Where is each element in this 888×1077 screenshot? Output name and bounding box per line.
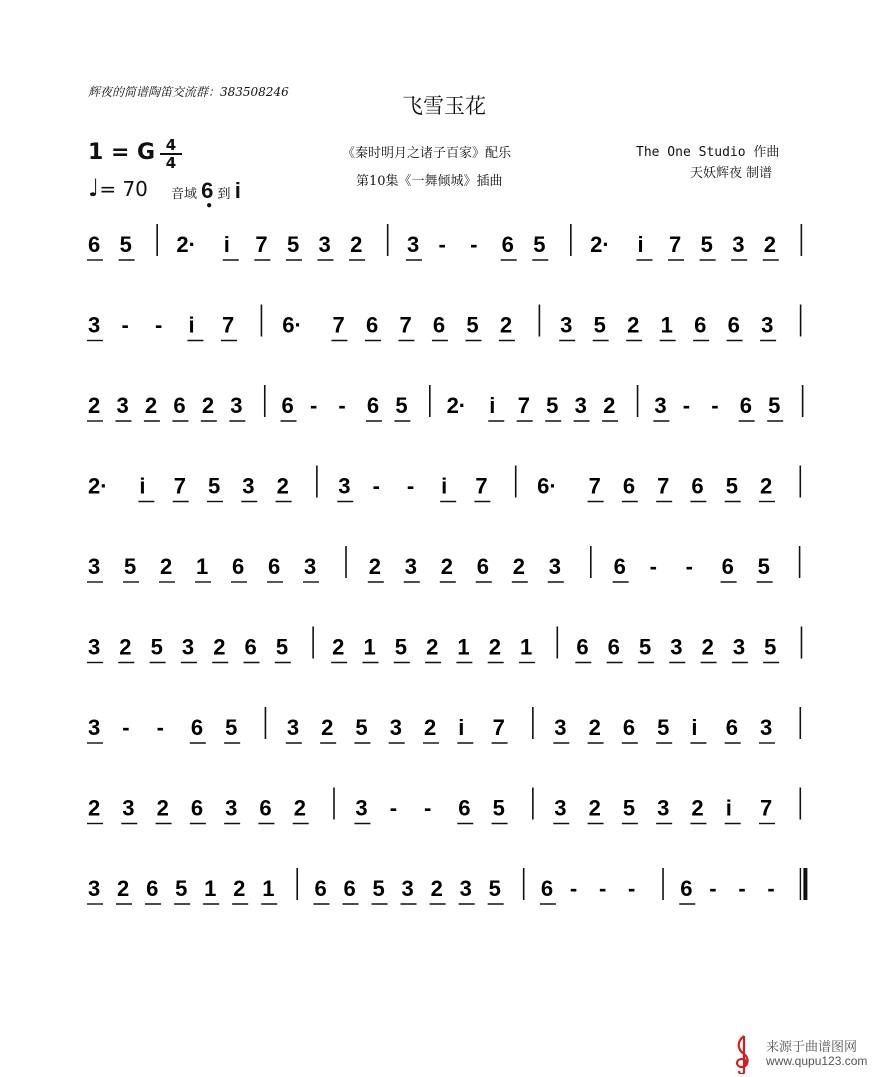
note: 3 bbox=[338, 473, 351, 499]
note: 6 bbox=[232, 554, 245, 579]
note: i bbox=[223, 232, 230, 257]
note: 6 bbox=[721, 554, 734, 579]
note: 2 bbox=[201, 393, 215, 418]
note: 7 bbox=[760, 795, 773, 821]
note: 3 bbox=[304, 554, 317, 579]
note: i bbox=[489, 393, 496, 418]
note: 3 bbox=[761, 312, 774, 338]
note: 3 bbox=[554, 795, 567, 821]
note: 2 bbox=[293, 795, 306, 821]
note: 3 bbox=[122, 795, 135, 821]
note: 6 bbox=[173, 393, 186, 418]
note: 7 bbox=[517, 393, 530, 418]
note: 2 bbox=[763, 232, 777, 257]
dash-note: - bbox=[470, 232, 478, 257]
note: 5 bbox=[492, 795, 505, 821]
note: 3 bbox=[225, 795, 238, 821]
note: i bbox=[188, 312, 195, 338]
note: 2 bbox=[760, 473, 773, 499]
transcriber-credit: 天妖辉夜 制谱 bbox=[690, 166, 773, 181]
time-signature-top: 4 bbox=[165, 136, 177, 154]
time-signature-bottom: 4 bbox=[165, 154, 177, 172]
note: 6 bbox=[432, 312, 446, 338]
note: 5 bbox=[768, 393, 781, 418]
dash-note: - bbox=[438, 232, 446, 257]
dash-note: - bbox=[649, 554, 657, 579]
note: 2 bbox=[321, 715, 334, 740]
note: 6 bbox=[343, 876, 356, 901]
note: 5 bbox=[124, 554, 137, 579]
note: 3 bbox=[406, 232, 420, 257]
dash-note: - bbox=[406, 473, 415, 499]
dash-note: - bbox=[569, 876, 578, 901]
note: 6 bbox=[622, 473, 636, 499]
dash-note: - bbox=[685, 554, 693, 579]
treble-clef-logo-icon bbox=[730, 1034, 756, 1074]
note: 3 bbox=[355, 795, 368, 821]
note: 3 bbox=[181, 634, 195, 660]
note: 7 bbox=[588, 473, 601, 499]
note: 2· bbox=[446, 393, 467, 418]
note: 7 bbox=[475, 473, 488, 499]
note: 6 bbox=[691, 473, 704, 499]
range-high-note: i bbox=[234, 178, 241, 203]
note: 3 bbox=[732, 634, 746, 660]
note: 2 bbox=[440, 554, 454, 579]
key-signature: 1 = G bbox=[88, 140, 156, 165]
note: 2 bbox=[350, 232, 363, 257]
note: 2 bbox=[627, 312, 640, 338]
dash-note: - bbox=[424, 795, 432, 821]
range-low-note: 6 ● bbox=[201, 178, 214, 211]
note: 5 bbox=[622, 795, 636, 821]
note: 6 bbox=[366, 393, 380, 418]
note: 3 bbox=[88, 554, 101, 579]
range-to-label: 到 bbox=[217, 187, 231, 202]
note: 5 bbox=[275, 634, 289, 660]
dash-note: - bbox=[372, 473, 380, 499]
note: 2 bbox=[276, 473, 289, 499]
dash-note: - bbox=[122, 715, 130, 740]
note: 6 bbox=[244, 634, 257, 660]
dash-note: - bbox=[709, 876, 717, 901]
note: 5 bbox=[395, 393, 408, 418]
footer-url: www.qupu123.com bbox=[766, 1054, 868, 1068]
dash-note: - bbox=[121, 312, 129, 338]
note: 3 bbox=[459, 876, 472, 901]
dash-note: - bbox=[389, 795, 398, 821]
note: 2 bbox=[233, 876, 246, 901]
note: 2 bbox=[332, 634, 345, 660]
note: 5 bbox=[150, 634, 163, 660]
note: 6 bbox=[314, 876, 327, 901]
note: 6 bbox=[88, 232, 101, 257]
note: 3 bbox=[318, 232, 331, 257]
note: 1 bbox=[363, 634, 376, 660]
note: i bbox=[139, 473, 146, 499]
note: 2 bbox=[691, 795, 704, 821]
note: 3 bbox=[560, 312, 573, 338]
note: 6· bbox=[282, 312, 302, 338]
note: 3 bbox=[732, 232, 745, 257]
note: 5 bbox=[657, 715, 670, 740]
note: 5 bbox=[757, 554, 770, 579]
note: 5 bbox=[764, 634, 777, 660]
note: 5 bbox=[286, 232, 300, 257]
note: 6 bbox=[622, 715, 636, 740]
note: 6 bbox=[540, 876, 554, 901]
note: 6 bbox=[607, 634, 620, 660]
note: 3 bbox=[88, 312, 101, 338]
note: 6 bbox=[727, 312, 740, 338]
note: 6 bbox=[268, 554, 281, 579]
note: 1 bbox=[660, 312, 673, 338]
note: 7 bbox=[255, 232, 268, 257]
dash-note: - bbox=[598, 876, 607, 901]
note: 5 bbox=[225, 715, 238, 740]
note: 2 bbox=[512, 554, 526, 579]
note: 2 bbox=[424, 715, 437, 740]
note: i bbox=[725, 795, 732, 821]
note: 6 bbox=[190, 795, 204, 821]
note: 2 bbox=[701, 634, 714, 660]
group-info-text: 辉夜的简谱陶笛交流群：383508246 bbox=[88, 85, 289, 99]
note: 2 bbox=[488, 634, 501, 660]
note: i bbox=[458, 715, 465, 740]
note: 5 bbox=[638, 634, 652, 660]
note: 5 bbox=[394, 634, 408, 660]
note: 6 bbox=[259, 795, 272, 821]
note: 3 bbox=[389, 715, 402, 740]
note: 6· bbox=[537, 473, 557, 499]
note: 6 bbox=[190, 715, 204, 740]
note: 6 bbox=[365, 312, 379, 338]
note: 7 bbox=[669, 232, 682, 257]
note: 3 bbox=[760, 715, 773, 740]
note: 3 bbox=[554, 715, 567, 740]
note: 5 bbox=[593, 312, 606, 338]
note: 2 bbox=[430, 876, 443, 901]
dash-note: - bbox=[628, 876, 636, 901]
note: 2 bbox=[213, 634, 226, 660]
note: 1 bbox=[457, 634, 470, 660]
note: 5 bbox=[725, 473, 738, 499]
note: i bbox=[441, 473, 448, 499]
note: 3 bbox=[116, 393, 129, 418]
note: 5 bbox=[175, 876, 188, 901]
note: 3 bbox=[654, 393, 667, 418]
footer-source-text: 来源于曲谱图网 bbox=[766, 1040, 858, 1055]
note: 6 bbox=[281, 393, 294, 418]
note: 6 bbox=[739, 393, 752, 418]
note: 3 bbox=[657, 795, 670, 821]
note: 7 bbox=[221, 312, 235, 338]
note: 1 bbox=[204, 876, 217, 901]
note: 3 bbox=[88, 876, 101, 901]
note: 6 bbox=[613, 554, 626, 579]
note: 2 bbox=[368, 554, 382, 579]
note: 3 bbox=[401, 876, 414, 901]
note: 2· bbox=[590, 232, 610, 257]
note: 6 bbox=[146, 876, 159, 901]
dash-note: - bbox=[738, 876, 746, 901]
note: 6 bbox=[476, 554, 490, 579]
dash-note: - bbox=[156, 715, 164, 740]
note: 2 bbox=[160, 554, 173, 579]
dash-note: - bbox=[711, 393, 719, 418]
note: 2 bbox=[426, 634, 439, 660]
note: 6 bbox=[576, 634, 589, 660]
note: 2 bbox=[588, 715, 601, 740]
note: 2 bbox=[119, 634, 132, 660]
note: 5 bbox=[700, 232, 713, 257]
note: 6 bbox=[501, 232, 514, 257]
note: 1 bbox=[520, 634, 533, 660]
dash-note: - bbox=[767, 876, 775, 901]
note: 3 bbox=[574, 393, 587, 418]
note: 2 bbox=[499, 312, 513, 338]
note: 2 bbox=[156, 795, 169, 821]
subtitle-episode: 第10集《一舞倾城》插曲 bbox=[356, 174, 503, 189]
note: 1 bbox=[196, 554, 209, 579]
note: 2 bbox=[588, 795, 601, 821]
note: 2 bbox=[117, 876, 130, 901]
note: 5 bbox=[488, 876, 501, 901]
note: 3 bbox=[286, 715, 300, 740]
note: 5 bbox=[546, 393, 559, 418]
tempo-value: = 70 bbox=[99, 177, 148, 201]
quarter-note-icon: ♩ bbox=[88, 174, 100, 202]
note: 3 bbox=[88, 715, 101, 740]
note: 2 bbox=[88, 795, 101, 821]
note: 3 bbox=[670, 634, 683, 660]
note: 2 bbox=[144, 393, 158, 418]
note: 6 bbox=[725, 715, 738, 740]
dash-note: - bbox=[309, 393, 318, 418]
composer-credit: The One Studio 作曲 bbox=[636, 145, 780, 160]
note: 3 bbox=[230, 393, 243, 418]
dash-note: - bbox=[338, 393, 346, 418]
note: i bbox=[691, 715, 698, 740]
note: 7 bbox=[399, 312, 412, 338]
note: i bbox=[637, 232, 644, 257]
range-label: 音域 bbox=[171, 187, 198, 202]
note: 7 bbox=[657, 473, 670, 499]
note: 7 bbox=[173, 473, 186, 499]
note: 3 bbox=[242, 473, 255, 499]
note: 2 bbox=[603, 393, 616, 418]
note: 5 bbox=[533, 232, 546, 257]
note: 7 bbox=[492, 715, 505, 740]
note: 1 bbox=[262, 876, 275, 901]
note: 5 bbox=[466, 312, 479, 338]
note: 6 bbox=[694, 312, 707, 338]
subtitle-source: 《秦时明月之诸子百家》配乐 bbox=[342, 146, 512, 161]
note: 2· bbox=[88, 473, 108, 499]
dash-note: - bbox=[154, 312, 163, 338]
note: 2· bbox=[176, 232, 196, 257]
note: 5 bbox=[119, 232, 132, 257]
note: 5 bbox=[208, 473, 221, 499]
note: 5 bbox=[372, 876, 385, 901]
note: 6 bbox=[680, 876, 693, 901]
note: 2 bbox=[88, 393, 101, 418]
song-title: 飞雪玉花 bbox=[402, 94, 486, 118]
dash-note: - bbox=[682, 393, 691, 418]
note: 5 bbox=[355, 715, 368, 740]
note: 7 bbox=[332, 312, 345, 338]
note: 3 bbox=[548, 554, 562, 579]
note: 3 bbox=[404, 554, 418, 579]
note: 6 bbox=[458, 795, 471, 821]
note: 3 bbox=[88, 634, 101, 660]
